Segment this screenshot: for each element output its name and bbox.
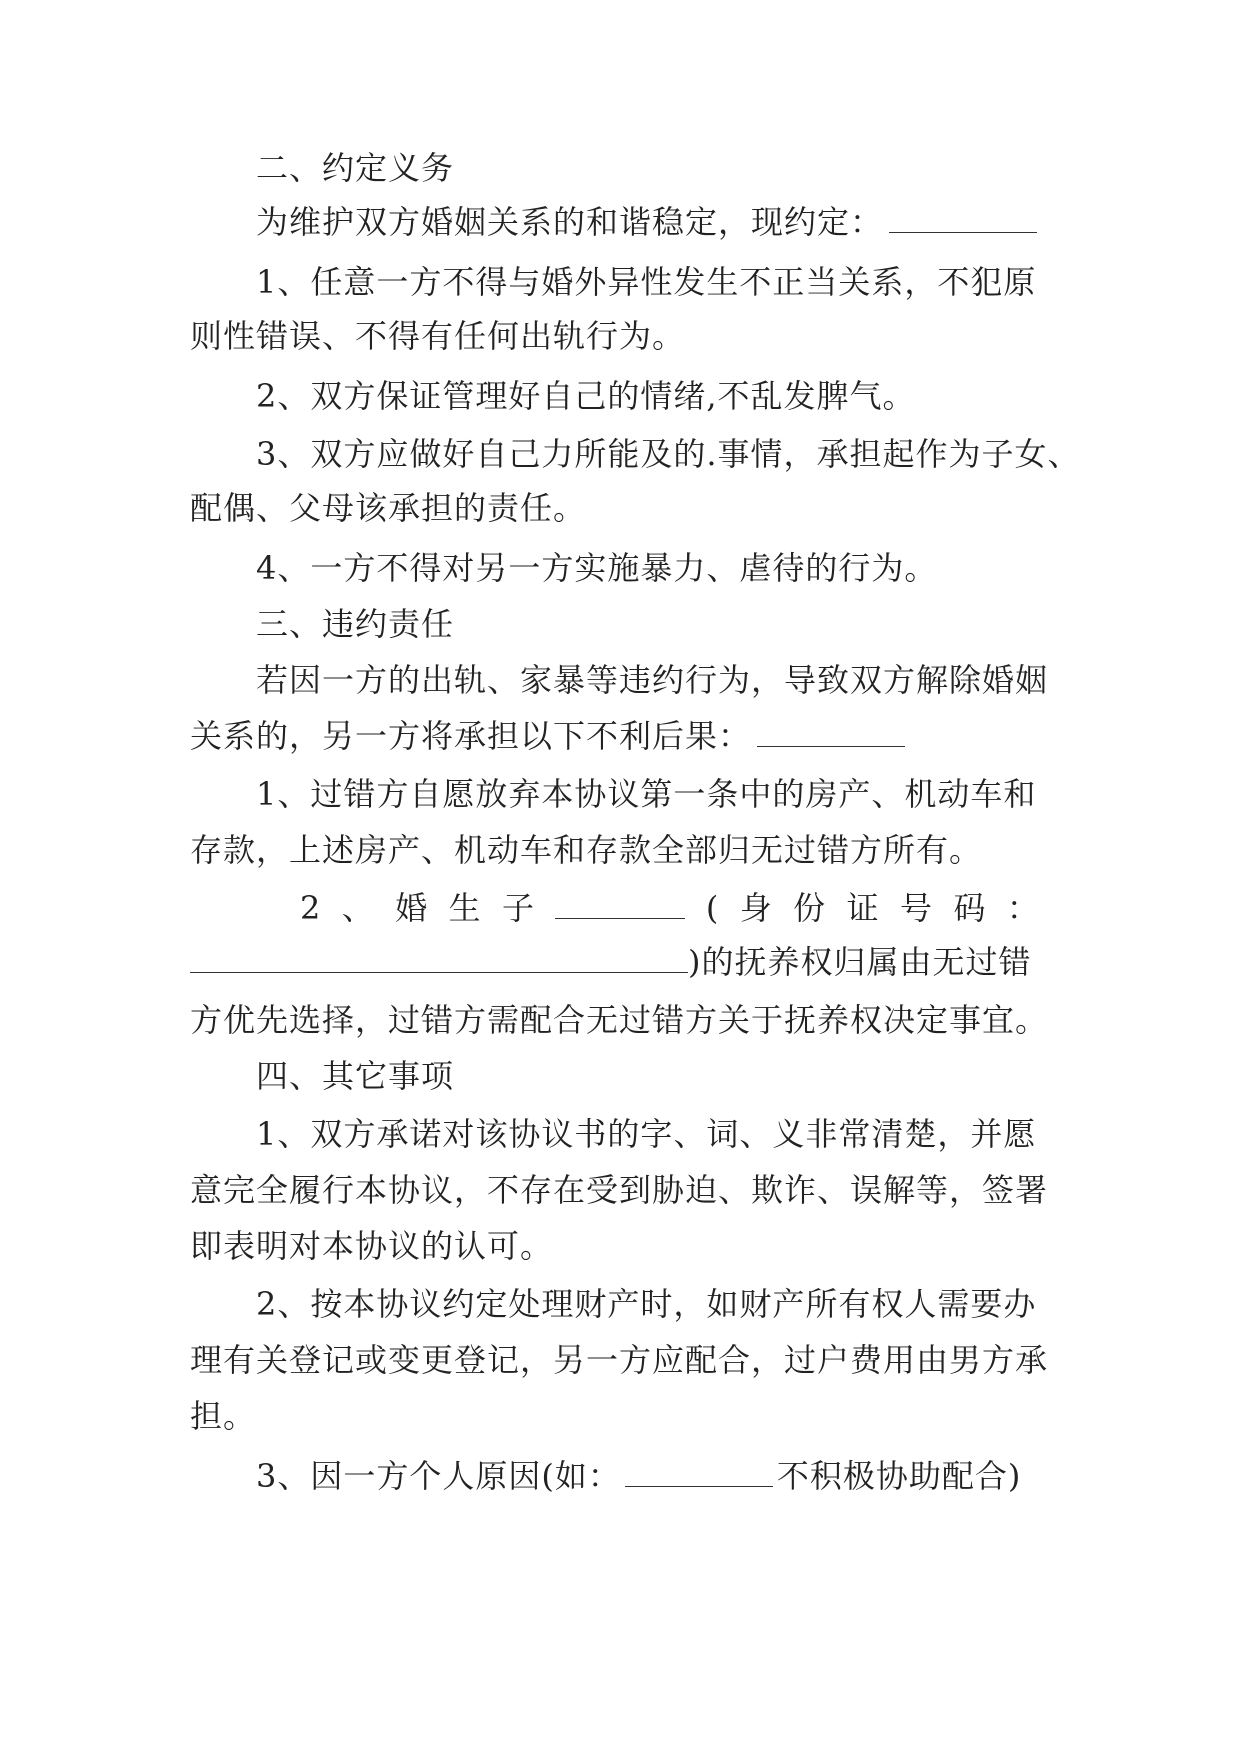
char: 码 <box>953 889 987 927</box>
item-3-line-1: 3、双方应做好自己力所能及的.事情，承担起作为子女、 <box>256 435 1081 473</box>
section-2-intro <box>256 202 1066 242</box>
fill-blank[interactable] <box>625 1456 773 1487</box>
s3-item-2-line-1 <box>300 888 1040 928</box>
char: 婚 <box>395 889 429 927</box>
s3-item-1-line-1: 1、过错方自愿放弃本协议第一条中的房产、机动车和 <box>256 775 1037 813</box>
s4-item-2-line-1: 2、按本协议约定处理财产时，如财产所有权人需要办 <box>256 1285 1037 1323</box>
item-1-line-1: 1、任意一方不得与婚外异性发生不正当关系，不犯原 <box>256 263 1037 301</box>
item-3-line-2: 配偶、父母该承担的责任。 <box>190 489 587 527</box>
char: 2 <box>300 889 322 927</box>
char: ： <box>1006 889 1040 927</box>
fill-blank[interactable] <box>757 716 905 747</box>
char: 证 <box>846 889 880 927</box>
section-3-heading: 三、违约责任 <box>256 605 455 643</box>
item-1-line-2: 则性错误、不得有任何出轨行为。 <box>190 317 686 355</box>
item-2: 2、双方保证管理好自己的情绪,不乱发脾气。 <box>256 377 916 415</box>
item-4: 4、一方不得对另一方实施暴力、虐待的行为。 <box>256 549 938 587</box>
s3-item-2-line-2 <box>190 942 1060 982</box>
s3-item-1-line-2: 存款，上述房产、机动车和存款全部归无过错方所有。 <box>190 831 983 869</box>
char: 子 <box>502 889 536 927</box>
s4-item-3-line-1 <box>256 1456 1066 1496</box>
section-3-intro-text: 关系的，另一方将承担以下不利后果： <box>190 717 752 755</box>
s3-item-2-line-3: 方优先选择，过错方需配合无过错方关于抚养权决定事宜。 <box>190 1001 1049 1039</box>
section-2-heading: 二、约定义务 <box>256 149 455 187</box>
section-4-heading: 四、其它事项 <box>256 1057 455 1095</box>
child-name-blank[interactable] <box>555 888 685 919</box>
s4-item-1-line-2: 意完全履行本协议，不存在受到胁迫、欺诈、误解等，签署 <box>190 1171 1049 1209</box>
section-2-intro-text: 为维护双方婚姻关系的和谐稳定，现约定： <box>256 203 884 241</box>
char: 、 <box>341 889 375 927</box>
char: ( <box>705 889 720 927</box>
char: 份 <box>793 889 827 927</box>
fill-blank[interactable] <box>889 202 1037 233</box>
s4-item-2-line-2: 理有关登记或变更登记，另一方应配合，过户费用由男方承 <box>190 1341 1049 1379</box>
s3-item-2-line-2-text: )的抚养权归属由无过错 <box>688 943 1032 981</box>
char: 生 <box>448 889 482 927</box>
id-number-blank[interactable] <box>190 942 688 973</box>
section-3-intro-line-1: 若因一方的出轨、家暴等违约行为，导致双方解除婚姻 <box>256 661 1049 699</box>
s4-item-1-line-3: 即表明对本协议的认可。 <box>190 1227 554 1265</box>
s4-item-3-text-b: 不积极协助配合) <box>776 1457 1022 1495</box>
char: 身 <box>739 889 773 927</box>
s4-item-3-text-a: 3、因一方个人原因(如： <box>256 1457 621 1495</box>
char: 号 <box>900 889 934 927</box>
s4-item-2-line-3: 担。 <box>190 1397 257 1435</box>
s4-item-1-line-1: 1、双方承诺对该协议书的字、词、义非常清楚，并愿 <box>256 1115 1037 1153</box>
section-3-intro-line-2 <box>190 716 1060 756</box>
